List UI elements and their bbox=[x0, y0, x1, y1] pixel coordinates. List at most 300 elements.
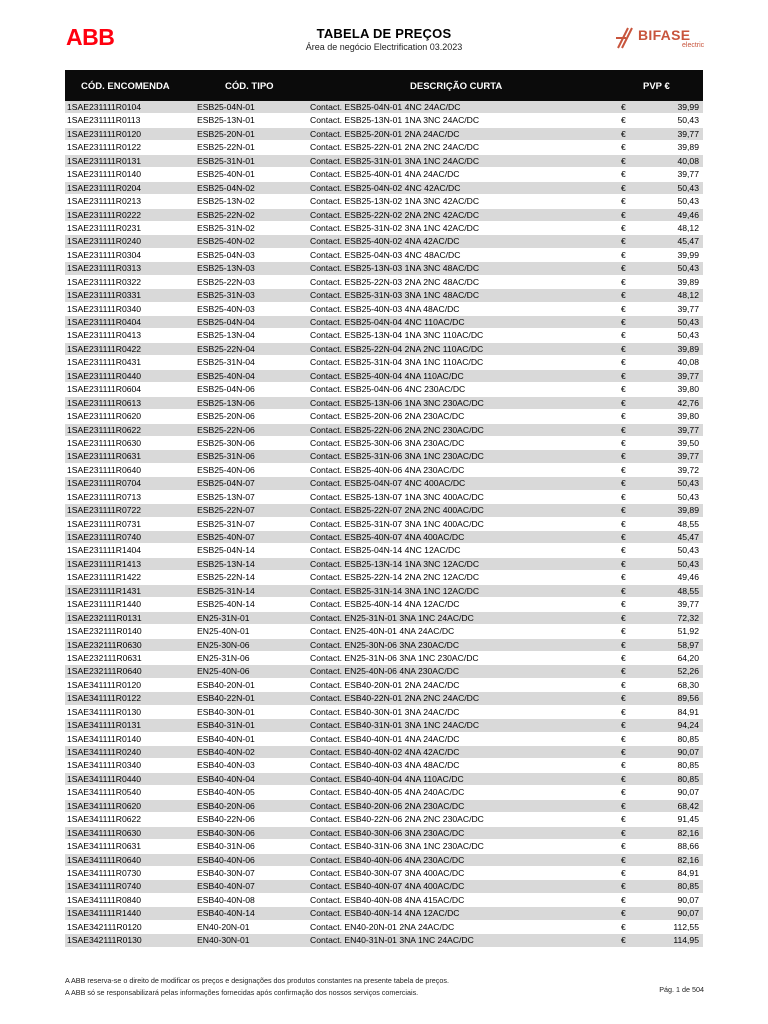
cell-order-code: 1SAE231111R0431 bbox=[67, 357, 142, 368]
cell-description: Contact. ESB25-31N-14 3NA 1NC 12AC/DC bbox=[310, 585, 480, 596]
table-row bbox=[65, 518, 703, 531]
cell-currency: € bbox=[621, 437, 626, 448]
cell-description: Contact. ESB25-30N-06 3NA 230AC/DC bbox=[310, 437, 465, 448]
cell-type-code: ESB25-31N-06 bbox=[197, 451, 255, 462]
cell-currency: € bbox=[621, 532, 626, 542]
table-row bbox=[65, 141, 703, 154]
cell-description: Contact. ESB40-40N-05 4NA 240AC/DC bbox=[310, 787, 465, 798]
cell-currency: € bbox=[621, 881, 626, 892]
cell-description: Contact. EN25-31N-06 3NA 1NC 230AC/DC bbox=[310, 652, 479, 663]
cell-description: Contact. ESB25-31N-01 3NA 1NC 24AC/DC bbox=[310, 155, 480, 166]
cell-description: Contact. ESB25-22N-04 2NA 2NC 110AC/DC bbox=[310, 343, 484, 354]
cell-price: 80,85 bbox=[677, 760, 699, 771]
cell-currency: € bbox=[621, 679, 626, 690]
cell-order-code: 1SAE231111R0440 bbox=[67, 370, 142, 381]
table-row bbox=[65, 921, 703, 934]
cell-description: Contact. ESB40-20N-06 2NA 230AC/DC bbox=[310, 800, 465, 811]
table-row bbox=[65, 867, 703, 880]
cell-description: Contact. ESB25-22N-03 2NA 2NC 48AC/DC bbox=[310, 276, 480, 287]
cell-currency: € bbox=[621, 706, 626, 717]
cell-type-code: ESB25-13N-01 bbox=[197, 115, 255, 126]
cell-description: Contact. EN25-30N-06 3NA 230AC/DC bbox=[310, 639, 460, 650]
cell-type-code: ESB25-22N-04 bbox=[197, 343, 255, 354]
cell-type-code: ESB40-22N-06 bbox=[197, 814, 255, 825]
cell-order-code: 1SAE231111R1422 bbox=[67, 572, 142, 583]
cell-order-code: 1SAE341111R0630 bbox=[67, 827, 142, 838]
table-row bbox=[65, 907, 703, 920]
cell-type-code: ESB25-22N-06 bbox=[197, 424, 255, 435]
cell-price: 52,26 bbox=[677, 666, 699, 677]
cell-currency: € bbox=[621, 518, 626, 529]
table-row bbox=[65, 625, 703, 638]
cell-order-code: 1SAE231111R0631 bbox=[67, 451, 142, 462]
cell-type-code: ESB25-40N-04 bbox=[197, 370, 255, 381]
cell-order-code: 1SAE231111R0722 bbox=[67, 505, 142, 516]
table-row bbox=[65, 706, 703, 719]
cell-type-code: EN40-20N-01 bbox=[197, 921, 250, 932]
cell-price: 84,91 bbox=[677, 867, 699, 878]
table-row bbox=[65, 343, 703, 356]
cell-type-code: ESB25-04N-04 bbox=[197, 317, 255, 327]
table-row bbox=[65, 437, 703, 450]
cell-currency: € bbox=[621, 155, 626, 166]
cell-order-code: 1SAE231111R0322 bbox=[67, 276, 142, 287]
cell-description: Contact. ESB25-20N-01 2NA 24AC/DC bbox=[310, 128, 460, 139]
cell-currency: € bbox=[621, 585, 626, 596]
cell-order-code: 1SAE341111R0440 bbox=[67, 773, 142, 784]
cell-currency: € bbox=[621, 545, 626, 556]
cell-price: 45,47 bbox=[677, 532, 699, 542]
cell-price: 94,24 bbox=[677, 720, 699, 731]
cell-description: Contact. ESB25-13N-03 1NA 3NC 48AC/DC bbox=[310, 263, 480, 274]
cell-description: Contact. ESB25-22N-14 2NA 2NC 12AC/DC bbox=[310, 572, 480, 583]
table-row bbox=[65, 168, 703, 181]
cell-description: Contact. ESB25-04N-04 4NC 110AC/DC bbox=[310, 317, 465, 327]
cell-description: Contact. ESB25-40N-02 4NA 42AC/DC bbox=[310, 236, 460, 247]
cell-currency: € bbox=[621, 626, 626, 637]
cell-description: Contact. ESB25-40N-14 4NA 12AC/DC bbox=[310, 599, 460, 610]
cell-description: Contact. ESB25-40N-04 4NA 110AC/DC bbox=[310, 370, 464, 381]
cell-type-code: EN25-40N-06 bbox=[197, 666, 250, 677]
cell-price: 39,50 bbox=[677, 437, 699, 448]
col-header-price: PVP € bbox=[643, 81, 670, 92]
cell-currency: € bbox=[621, 800, 626, 811]
table-row bbox=[65, 504, 703, 517]
table-row bbox=[65, 639, 703, 652]
cell-order-code: 1SAE231111R0113 bbox=[67, 115, 141, 126]
cell-type-code: ESB40-40N-08 bbox=[197, 894, 255, 905]
cell-price: 90,07 bbox=[677, 894, 699, 905]
table-row bbox=[65, 195, 703, 208]
cell-description: Contact. ESB40-40N-14 4NA 12AC/DC bbox=[310, 908, 460, 919]
cell-order-code: 1SAE231111R0304 bbox=[67, 249, 142, 260]
cell-description: Contact. ESB25-13N-04 1NA 3NC 110AC/DC bbox=[310, 330, 484, 341]
cell-description: Contact. ESB40-20N-01 2NA 24AC/DC bbox=[310, 679, 460, 690]
cell-currency: € bbox=[621, 411, 626, 422]
cell-type-code: ESB25-13N-02 bbox=[197, 196, 255, 207]
cell-order-code: 1SAE231111R0120 bbox=[67, 128, 142, 139]
cell-price: 39,77 bbox=[677, 424, 699, 435]
cell-price: 80,85 bbox=[677, 773, 699, 784]
table-row bbox=[65, 276, 703, 289]
cell-currency: € bbox=[621, 814, 626, 825]
table-row bbox=[65, 491, 703, 504]
cell-type-code: ESB25-13N-04 bbox=[197, 330, 255, 341]
cell-order-code: 1SAE231111R0331 bbox=[67, 290, 142, 301]
cell-price: 48,12 bbox=[677, 222, 699, 233]
cell-currency: € bbox=[621, 639, 626, 650]
cell-price: 114,95 bbox=[673, 935, 699, 946]
cell-currency: € bbox=[621, 424, 626, 435]
table-row bbox=[65, 773, 703, 786]
cell-order-code: 1SAE231111R0222 bbox=[67, 209, 142, 220]
cell-price: 39,80 bbox=[677, 411, 699, 422]
cell-price: 49,46 bbox=[677, 209, 699, 220]
cell-type-code: EN25-31N-01 bbox=[197, 612, 250, 623]
cell-type-code: ESB25-13N-06 bbox=[197, 397, 255, 408]
cell-order-code: 1SAE231111R0240 bbox=[67, 236, 142, 247]
cell-type-code: ESB40-40N-01 bbox=[197, 733, 255, 744]
cell-price: 40,08 bbox=[677, 357, 699, 368]
cell-order-code: 1SAE341111R0840 bbox=[67, 894, 142, 905]
cell-order-code: 1SAE232111R0630 bbox=[67, 639, 142, 650]
cell-type-code: ESB25-22N-01 bbox=[197, 142, 255, 153]
table-row bbox=[65, 531, 703, 544]
cell-type-code: ESB25-30N-06 bbox=[197, 437, 255, 448]
cell-currency: € bbox=[621, 290, 626, 301]
cell-description: Contact. ESB25-22N-07 2NA 2NC 400AC/DC bbox=[310, 505, 484, 516]
cell-currency: € bbox=[621, 169, 626, 180]
cell-type-code: ESB25-13N-07 bbox=[197, 491, 255, 502]
cell-price: 39,77 bbox=[677, 303, 699, 314]
cell-type-code: ESB25-04N-14 bbox=[197, 545, 255, 556]
cell-price: 39,89 bbox=[677, 142, 699, 153]
cell-price: 39,72 bbox=[677, 464, 699, 475]
cell-order-code: 1SAE232111R0640 bbox=[67, 666, 142, 677]
table-row bbox=[65, 249, 703, 262]
cell-order-code: 1SAE341111R0620 bbox=[67, 800, 142, 811]
cell-price: 49,46 bbox=[677, 572, 699, 583]
cell-price: 39,89 bbox=[677, 276, 699, 287]
cell-type-code: ESB25-22N-02 bbox=[197, 209, 255, 220]
table-row bbox=[65, 114, 703, 127]
cell-type-code: ESB25-31N-14 bbox=[197, 585, 255, 596]
cell-price: 40,08 bbox=[677, 155, 699, 166]
table-row bbox=[65, 356, 703, 369]
bifase-name: BIFASE bbox=[638, 27, 691, 43]
cell-price: 50,43 bbox=[677, 196, 699, 207]
cell-price: 39,99 bbox=[677, 249, 699, 260]
cell-type-code: EN25-30N-06 bbox=[197, 639, 250, 650]
cell-order-code: 1SAE231111R0340 bbox=[67, 303, 142, 314]
cell-order-code: 1SAE231111R0204 bbox=[67, 182, 142, 193]
cell-type-code: ESB25-31N-07 bbox=[197, 518, 255, 529]
cell-description: Contact. ESB25-31N-04 3NA 1NC 110AC/DC bbox=[310, 357, 484, 368]
cell-type-code: ESB40-40N-03 bbox=[197, 760, 255, 771]
cell-currency: € bbox=[621, 867, 626, 878]
cell-price: 72,32 bbox=[677, 612, 699, 623]
cell-currency: € bbox=[621, 317, 626, 327]
table-row bbox=[65, 450, 703, 463]
cell-type-code: ESB25-40N-02 bbox=[197, 236, 255, 247]
cell-type-code: ESB40-40N-02 bbox=[197, 747, 255, 757]
table-row bbox=[65, 679, 703, 692]
cell-type-code: ESB25-31N-04 bbox=[197, 357, 255, 368]
cell-type-code: ESB40-30N-06 bbox=[197, 827, 255, 838]
table-row bbox=[65, 316, 703, 329]
table-row bbox=[65, 652, 703, 665]
cell-currency: € bbox=[621, 841, 626, 852]
cell-type-code: ESB25-13N-03 bbox=[197, 263, 255, 274]
cell-currency: € bbox=[621, 558, 626, 569]
table-row bbox=[65, 209, 703, 222]
cell-price: 48,55 bbox=[677, 585, 699, 596]
cell-order-code: 1SAE341111R0340 bbox=[67, 760, 142, 771]
cell-description: Contact. ESB25-22N-01 2NA 2NC 24AC/DC bbox=[310, 142, 480, 153]
cell-order-code: 1SAE231111R0704 bbox=[67, 478, 142, 489]
cell-currency: € bbox=[621, 572, 626, 583]
cell-description: Contact. ESB25-40N-03 4NA 48AC/DC bbox=[310, 303, 460, 314]
cell-price: 90,07 bbox=[677, 908, 699, 919]
cell-price: 89,56 bbox=[677, 693, 699, 704]
cell-order-code: 1SAE341111R0540 bbox=[67, 787, 142, 798]
cell-price: 50,43 bbox=[677, 182, 699, 193]
cell-price: 88,66 bbox=[677, 841, 699, 852]
table-row bbox=[65, 692, 703, 705]
cell-currency: € bbox=[621, 222, 626, 233]
table-row bbox=[65, 800, 703, 813]
col-header-code: CÓD. ENCOMENDA bbox=[81, 81, 170, 92]
table-row bbox=[65, 880, 703, 893]
cell-description: Contact. ESB25-04N-02 4NC 42AC/DC bbox=[310, 182, 461, 193]
cell-order-code: 1SAE341111R1440 bbox=[67, 908, 142, 919]
cell-price: 39,77 bbox=[677, 169, 699, 180]
footer-note-2: A ABB só se responsabilizará pelas informações fornecidas após confirmação dos nossos serviços comerciais. bbox=[65, 988, 419, 997]
cell-order-code: 1SAE341111R0140 bbox=[67, 733, 142, 744]
cell-price: 39,77 bbox=[677, 128, 699, 139]
cell-order-code: 1SAE341111R0131 bbox=[67, 720, 142, 731]
cell-type-code: ESB25-04N-03 bbox=[197, 249, 255, 260]
cell-order-code: 1SAE341111R0120 bbox=[67, 679, 142, 690]
cell-order-code: 1SAE231111R0620 bbox=[67, 411, 142, 422]
footer-note-1: A ABB reserva-se o direito de modificar os preços e designações dos produtos constantes na presente tabela de preços. bbox=[65, 976, 449, 985]
cell-type-code: ESB40-31N-06 bbox=[197, 841, 255, 852]
table-row bbox=[65, 410, 703, 423]
cell-currency: € bbox=[621, 102, 626, 112]
cell-description: Contact. ESB25-22N-02 2NA 2NC 42AC/DC bbox=[310, 209, 480, 220]
cell-description: Contact. ESB40-40N-08 4NA 415AC/DC bbox=[310, 894, 465, 905]
cell-currency: € bbox=[621, 464, 626, 475]
cell-order-code: 1SAE231111R0231 bbox=[67, 222, 142, 233]
cell-currency: € bbox=[621, 384, 626, 395]
cell-price: 39,80 bbox=[677, 384, 699, 395]
cell-currency: € bbox=[621, 599, 626, 610]
cell-price: 50,43 bbox=[677, 478, 699, 489]
bifase-logo bbox=[612, 22, 704, 52]
cell-price: 84,91 bbox=[677, 706, 699, 717]
cell-price: 48,55 bbox=[677, 518, 699, 529]
cell-description: Contact. ESB40-22N-06 2NA 2NC 230AC/DC bbox=[310, 814, 484, 825]
cell-description: Contact. ESB25-04N-01 4NC 24AC/DC bbox=[310, 102, 461, 112]
cell-currency: € bbox=[621, 693, 626, 704]
cell-description: Contact. ESB40-40N-04 4NA 110AC/DC bbox=[310, 773, 464, 784]
cell-order-code: 1SAE231111R0140 bbox=[67, 169, 142, 180]
cell-price: 50,43 bbox=[677, 263, 699, 274]
cell-description: Contact. ESB25-04N-06 4NC 230AC/DC bbox=[310, 384, 466, 395]
table-row bbox=[65, 840, 703, 853]
cell-description: Contact. ESB40-40N-07 4NA 400AC/DC bbox=[310, 881, 465, 892]
page-subtitle: Área de negócio Electrification 03.2023 bbox=[305, 42, 463, 52]
cell-type-code: ESB25-13N-14 bbox=[197, 558, 255, 569]
cell-description: Contact. ESB25-04N-07 4NC 400AC/DC bbox=[310, 478, 466, 489]
table-row bbox=[65, 934, 703, 947]
cell-description: Contact. ESB25-13N-07 1NA 3NC 400AC/DC bbox=[310, 491, 484, 502]
col-header-type: CÓD. TIPO bbox=[225, 81, 274, 92]
cell-type-code: ESB25-40N-03 bbox=[197, 303, 255, 314]
cell-order-code: 1SAE231111R0630 bbox=[67, 437, 142, 448]
cell-order-code: 1SAE231111R0122 bbox=[67, 142, 142, 153]
cell-currency: € bbox=[621, 343, 626, 354]
table-row bbox=[65, 719, 703, 732]
cell-currency: € bbox=[621, 357, 626, 368]
table-header bbox=[65, 70, 703, 101]
cell-price: 50,43 bbox=[677, 115, 699, 126]
table-row bbox=[65, 424, 703, 437]
cell-price: 39,77 bbox=[677, 370, 699, 381]
cell-order-code: 1SAE341111R0122 bbox=[67, 693, 142, 704]
cell-currency: € bbox=[621, 182, 626, 193]
cell-price: 68,42 bbox=[677, 800, 699, 811]
table-row bbox=[65, 383, 703, 396]
table-row bbox=[65, 222, 703, 235]
cell-description: Contact. ESB25-31N-07 3NA 1NC 400AC/DC bbox=[310, 518, 484, 529]
cell-description: Contact. ESB25-13N-06 1NA 3NC 230AC/DC bbox=[310, 397, 484, 408]
cell-order-code: 1SAE342111R0130 bbox=[67, 935, 142, 946]
cell-order-code: 1SAE341111R0622 bbox=[67, 814, 142, 825]
cell-order-code: 1SAE342111R0120 bbox=[67, 921, 142, 932]
cell-type-code: ESB40-40N-14 bbox=[197, 908, 255, 919]
price-table-body bbox=[65, 101, 703, 948]
cell-type-code: ESB25-40N-14 bbox=[197, 599, 255, 610]
cell-type-code: ESB40-30N-01 bbox=[197, 706, 255, 717]
cell-order-code: 1SAE231111R0731 bbox=[67, 518, 142, 529]
cell-order-code: 1SAE231111R0622 bbox=[67, 424, 142, 435]
cell-order-code: 1SAE341111R0631 bbox=[67, 841, 142, 852]
cell-price: 50,43 bbox=[677, 317, 699, 327]
cell-price: 39,89 bbox=[677, 505, 699, 516]
cell-order-code: 1SAE231111R1440 bbox=[67, 599, 142, 610]
table-row bbox=[65, 827, 703, 840]
cell-description: Contact. ESB40-40N-06 4NA 230AC/DC bbox=[310, 854, 465, 865]
cell-description: Contact. ESB25-40N-01 4NA 24AC/DC bbox=[310, 169, 460, 180]
cell-type-code: ESB25-22N-14 bbox=[197, 572, 255, 583]
table-row bbox=[65, 598, 703, 611]
cell-order-code: 1SAE341111R0640 bbox=[67, 854, 142, 865]
cell-currency: € bbox=[621, 196, 626, 207]
col-header-description: DESCRIÇÃO CURTA bbox=[410, 81, 503, 92]
cell-type-code: ESB25-40N-01 bbox=[197, 169, 255, 180]
cell-order-code: 1SAE231111R0422 bbox=[67, 343, 142, 354]
cell-order-code: 1SAE231111R1413 bbox=[67, 558, 142, 569]
cell-currency: € bbox=[621, 921, 626, 932]
table-row bbox=[65, 894, 703, 907]
cell-description: Contact. ESB40-31N-06 3NA 1NC 230AC/DC bbox=[310, 841, 484, 852]
cell-type-code: EN25-40N-01 bbox=[197, 626, 250, 637]
table-row bbox=[65, 813, 703, 826]
cell-price: 39,77 bbox=[677, 451, 699, 462]
cell-order-code: 1SAE341111R0130 bbox=[67, 706, 142, 717]
cell-type-code: ESB40-40N-05 bbox=[197, 787, 255, 798]
cell-currency: € bbox=[621, 142, 626, 153]
cell-price: 42,76 bbox=[677, 397, 699, 408]
cell-order-code: 1SAE231111R0413 bbox=[67, 330, 142, 341]
table-row bbox=[65, 235, 703, 248]
cell-price: 51,92 bbox=[677, 626, 699, 637]
page-header bbox=[0, 0, 768, 66]
cell-currency: € bbox=[621, 827, 626, 838]
bifase-mark-icon bbox=[614, 26, 636, 50]
cell-description: Contact. ESB40-30N-06 3NA 230AC/DC bbox=[310, 827, 465, 838]
cell-currency: € bbox=[621, 236, 626, 247]
cell-order-code: 1SAE232111R0131 bbox=[67, 612, 142, 623]
cell-type-code: ESB25-20N-06 bbox=[197, 411, 255, 422]
cell-description: Contact. ESB25-31N-02 3NA 1NC 42AC/DC bbox=[310, 222, 480, 233]
cell-type-code: ESB40-30N-07 bbox=[197, 867, 255, 878]
cell-order-code: 1SAE232111R0140 bbox=[67, 626, 142, 637]
cell-description: Contact. ESB25-13N-02 1NA 3NC 42AC/DC bbox=[310, 196, 480, 207]
cell-price: 48,12 bbox=[677, 290, 699, 301]
cell-type-code: ESB25-31N-03 bbox=[197, 290, 255, 301]
cell-type-code: ESB40-40N-04 bbox=[197, 773, 255, 784]
cell-currency: € bbox=[621, 773, 626, 784]
page-title: TABELA DE PREÇOS bbox=[316, 26, 452, 41]
cell-currency: € bbox=[621, 128, 626, 139]
cell-description: Contact. ESB25-04N-03 4NC 48AC/DC bbox=[310, 249, 461, 260]
table-row bbox=[65, 370, 703, 383]
table-row bbox=[65, 854, 703, 867]
cell-currency: € bbox=[621, 478, 626, 489]
cell-currency: € bbox=[621, 935, 626, 946]
cell-order-code: 1SAE231111R0713 bbox=[67, 491, 142, 502]
cell-price: 39,99 bbox=[677, 102, 699, 112]
cell-order-code: 1SAE231111R1431 bbox=[67, 585, 142, 596]
cell-currency: € bbox=[621, 276, 626, 287]
cell-type-code: ESB25-22N-03 bbox=[197, 276, 255, 287]
cell-type-code: ESB25-04N-06 bbox=[197, 384, 255, 395]
cell-order-code: 1SAE231111R0404 bbox=[67, 317, 142, 327]
cell-order-code: 1SAE231111R0313 bbox=[67, 263, 142, 274]
table-row bbox=[65, 289, 703, 302]
cell-order-code: 1SAE341111R0740 bbox=[67, 881, 142, 892]
cell-order-code: 1SAE231111R0213 bbox=[67, 196, 142, 207]
cell-description: Contact. ESB25-22N-06 2NA 2NC 230AC/DC bbox=[310, 424, 484, 435]
cell-type-code: ESB40-40N-06 bbox=[197, 854, 255, 865]
cell-description: Contact. ESB25-13N-14 1NA 3NC 12AC/DC bbox=[310, 558, 480, 569]
cell-type-code: ESB25-20N-01 bbox=[197, 128, 255, 139]
table-row bbox=[65, 544, 703, 557]
svg-text:ABB: ABB bbox=[66, 27, 115, 47]
table-row bbox=[65, 303, 703, 316]
cell-currency: € bbox=[621, 720, 626, 731]
cell-type-code: ESB40-20N-06 bbox=[197, 800, 255, 811]
cell-description: Contact. EN25-40N-06 4NA 230AC/DC bbox=[310, 666, 460, 677]
cell-currency: € bbox=[621, 505, 626, 516]
cell-currency: € bbox=[621, 652, 626, 663]
table-row bbox=[65, 585, 703, 598]
table-row bbox=[65, 397, 703, 410]
cell-description: Contact. ESB40-40N-02 4NA 42AC/DC bbox=[310, 747, 460, 757]
table-row bbox=[65, 571, 703, 584]
